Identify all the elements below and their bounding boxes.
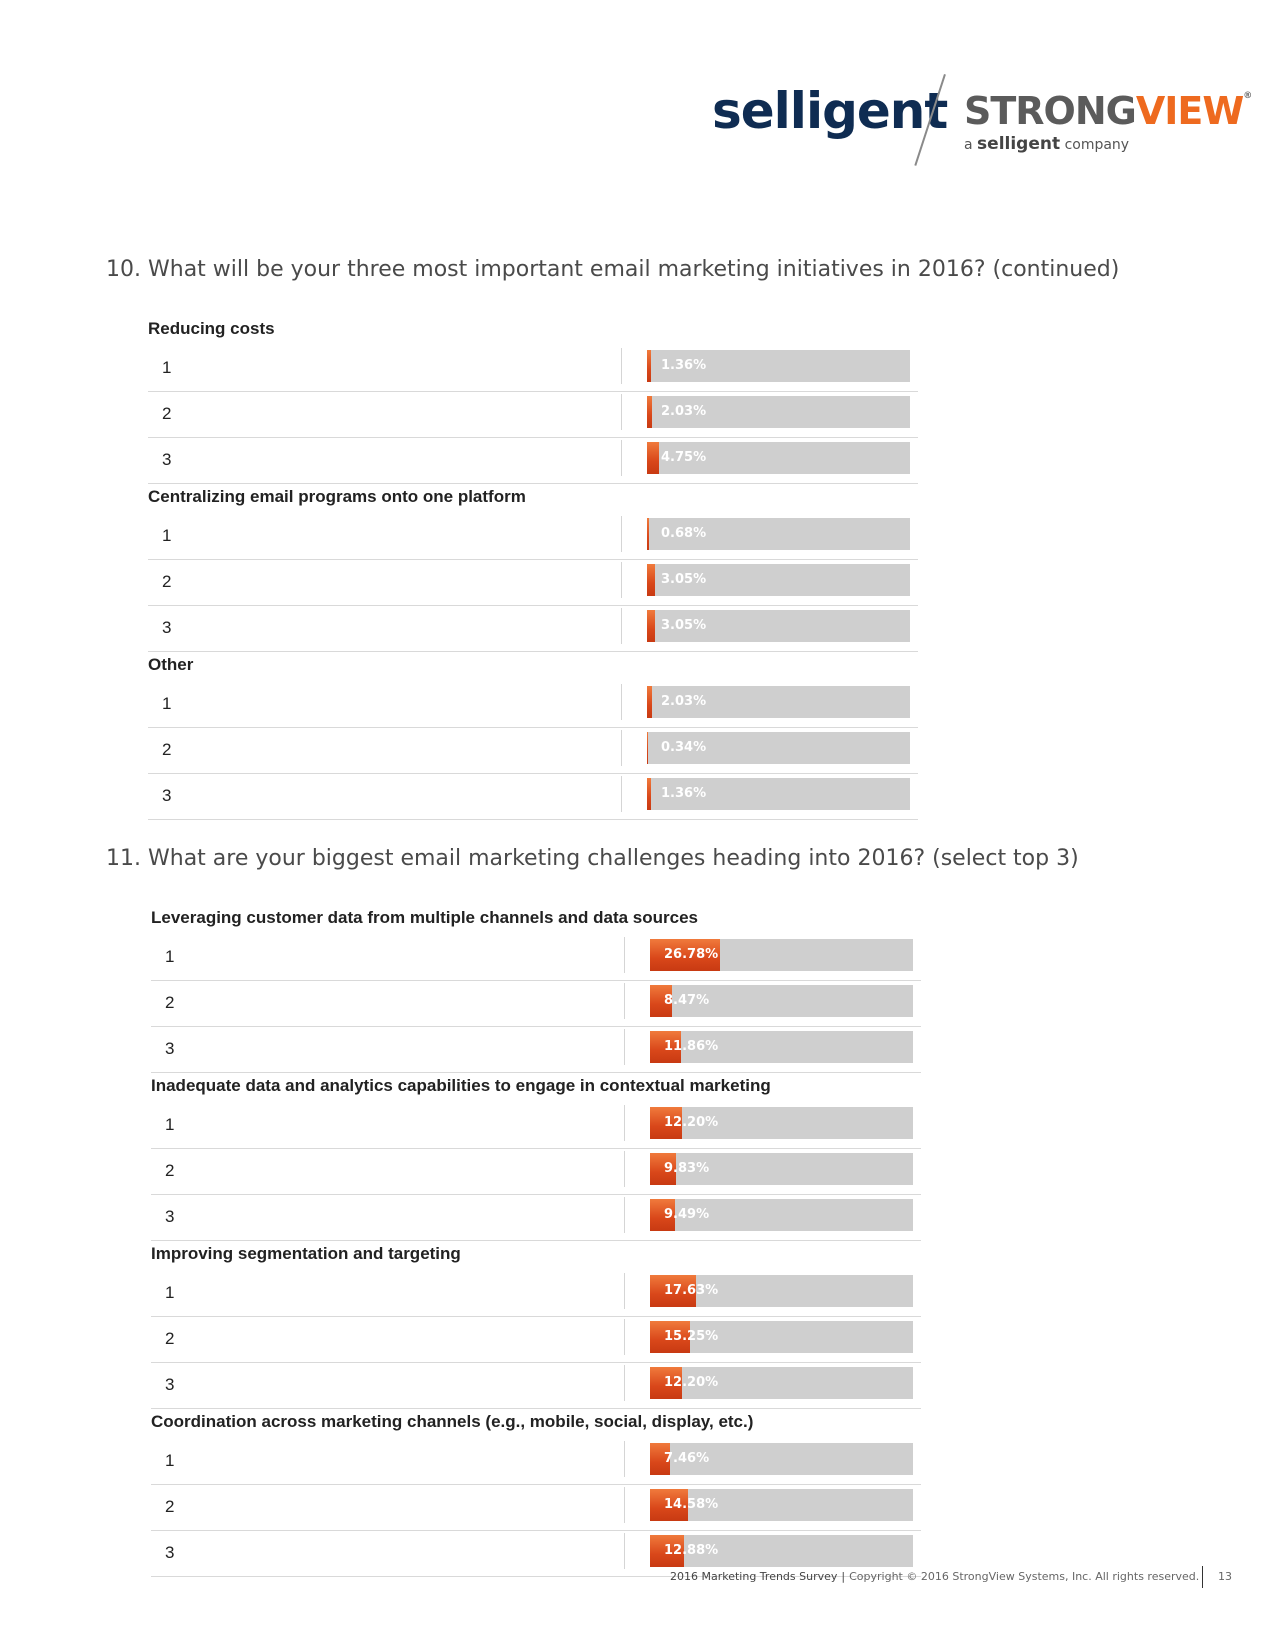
footer-survey-title: 2016 Marketing Trends Survey — [670, 1570, 838, 1583]
column-divider — [621, 684, 622, 720]
question-text: What will be your three most important email marketing initiatives in 2016? (continued) — [148, 257, 1120, 282]
section-reducing-costs — [148, 316, 918, 484]
column-divider — [624, 1197, 625, 1233]
bar-track — [647, 442, 910, 474]
registered-mark: ® — [1243, 91, 1252, 101]
bar-value-label: 8.47% — [664, 993, 710, 1008]
rank-label: 2 — [162, 404, 172, 423]
section-title: Inadequate data and analytics capabilities to engage in contextual marketing — [151, 1076, 771, 1095]
table-row — [151, 1317, 921, 1363]
table-row — [151, 981, 921, 1027]
rank-label: 2 — [165, 1329, 175, 1348]
question-number: 10. — [106, 257, 141, 282]
bar-value-label: 12.20% — [664, 1375, 719, 1390]
table-row — [148, 392, 918, 438]
rank-label: 2 — [165, 1161, 175, 1180]
column-divider — [624, 1319, 625, 1355]
bar-fill — [647, 686, 652, 718]
bar-track — [650, 1489, 913, 1521]
table-row — [151, 1363, 921, 1409]
section-inadequate-data — [151, 1073, 921, 1241]
section-title: Improving segmentation and targeting — [151, 1244, 461, 1263]
bar-track — [650, 1535, 913, 1567]
bar-fill — [647, 396, 652, 428]
table-row — [151, 1195, 921, 1241]
page-number: 13 — [1218, 1570, 1232, 1583]
column-divider — [624, 1487, 625, 1523]
bar-value-label: 9.49% — [664, 1207, 710, 1222]
bar-fill — [647, 610, 655, 642]
column-divider — [621, 776, 622, 812]
bar-value-label: 0.34% — [661, 740, 707, 755]
column-divider — [621, 394, 622, 430]
column-divider — [624, 1273, 625, 1309]
footer-copyright: Copyright © 2016 StrongView Systems, Inc. All rights reserved. — [849, 1570, 1200, 1583]
rank-label: 1 — [162, 526, 172, 545]
bar-value-label: 17.63% — [664, 1283, 719, 1298]
bar-track — [647, 350, 910, 382]
footer-separator: | — [841, 1570, 846, 1583]
bar-track — [647, 778, 910, 810]
bar-value-label: 0.68% — [661, 526, 707, 541]
section-centralizing-email — [148, 484, 918, 652]
table-row — [151, 1439, 921, 1485]
table-row — [151, 1149, 921, 1195]
column-divider — [621, 608, 622, 644]
section-segmentation — [151, 1241, 921, 1409]
section-title: Centralizing email programs onto one platform — [148, 487, 526, 506]
column-divider — [621, 348, 622, 384]
rank-label: 3 — [162, 450, 172, 469]
logo-tagline — [964, 134, 1129, 154]
table-row — [148, 774, 918, 820]
column-divider — [624, 1533, 625, 1569]
column-divider — [624, 1105, 625, 1141]
bar-track — [650, 1443, 913, 1475]
bar-track — [650, 1367, 913, 1399]
table-row — [151, 1271, 921, 1317]
tagline-prefix: a — [964, 137, 973, 153]
bar-fill — [647, 442, 659, 474]
bar-value-label: 15.25% — [664, 1329, 719, 1344]
bar-value-label: 1.36% — [661, 358, 707, 373]
rank-label: 2 — [165, 1497, 175, 1516]
rank-label: 3 — [162, 786, 172, 805]
strongview-logo — [964, 89, 1252, 133]
table-row — [151, 1485, 921, 1531]
tagline-suffix: company — [1064, 137, 1130, 153]
rank-label: 3 — [165, 1207, 175, 1226]
bar-value-label: 7.46% — [664, 1451, 710, 1466]
column-divider — [621, 516, 622, 552]
table-row — [148, 682, 918, 728]
table-row — [151, 935, 921, 981]
rank-label: 1 — [162, 694, 172, 713]
bar-value-label: 1.36% — [661, 786, 707, 801]
bar-fill — [647, 778, 651, 810]
bar-track — [650, 1321, 913, 1353]
column-divider — [624, 983, 625, 1019]
column-divider — [624, 937, 625, 973]
rank-label: 2 — [162, 740, 172, 759]
tagline-brand: selligent — [977, 134, 1061, 154]
section-leveraging-data — [151, 905, 921, 1073]
rank-label: 3 — [165, 1543, 175, 1562]
bar-track — [647, 732, 910, 764]
question-11-title — [106, 846, 1079, 871]
bar-track — [650, 1199, 913, 1231]
rank-label: 1 — [165, 1451, 175, 1470]
column-divider — [621, 440, 622, 476]
bar-value-label: 12.20% — [664, 1115, 719, 1130]
bar-fill — [647, 350, 651, 382]
bar-track — [647, 396, 910, 428]
bar-value-label: 9.83% — [664, 1161, 710, 1176]
footer-divider — [1202, 1566, 1203, 1588]
rank-label: 3 — [162, 618, 172, 637]
bar-value-label: 12.88% — [664, 1543, 719, 1558]
rank-label: 2 — [162, 572, 172, 591]
rank-label: 1 — [165, 947, 175, 966]
bar-value-label: 2.03% — [661, 404, 707, 419]
table-row — [148, 346, 918, 392]
section-title: Other — [148, 655, 194, 674]
bar-fill — [647, 732, 648, 764]
rank-label: 3 — [165, 1375, 175, 1394]
bar-track — [650, 939, 913, 971]
table-row — [148, 514, 918, 560]
bar-value-label: 4.75% — [661, 450, 707, 465]
bar-track — [647, 564, 910, 596]
bar-value-label: 3.05% — [661, 618, 707, 633]
rank-label: 1 — [165, 1283, 175, 1302]
rank-label: 1 — [165, 1115, 175, 1134]
section-title: Reducing costs — [148, 319, 275, 338]
selligent-logo: selligent — [712, 82, 948, 140]
bar-fill — [647, 518, 649, 550]
bar-track — [650, 1153, 913, 1185]
question-text: What are your biggest email marketing challenges heading into 2016? (select top 3) — [148, 846, 1079, 871]
column-divider — [624, 1365, 625, 1401]
section-title: Leveraging customer data from multiple channels and data sources — [151, 908, 698, 927]
column-divider — [624, 1441, 625, 1477]
column-divider — [621, 730, 622, 766]
bar-value-label: 2.03% — [661, 694, 707, 709]
bar-value-label: 14.58% — [664, 1497, 719, 1512]
column-divider — [621, 562, 622, 598]
bar-track — [647, 686, 910, 718]
table-row — [148, 606, 918, 652]
section-other — [148, 652, 918, 820]
footer — [670, 1570, 1199, 1583]
table-row — [151, 1027, 921, 1073]
bar-value-label: 3.05% — [661, 572, 707, 587]
question-10-title — [106, 257, 1119, 282]
bar-value-label: 11.86% — [664, 1039, 719, 1054]
section-title: Coordination across marketing channels (e.g., mobile, social, display, etc.) — [151, 1412, 754, 1431]
rank-label: 3 — [165, 1039, 175, 1058]
bar-value-label: 26.78% — [664, 947, 719, 962]
table-row — [148, 438, 918, 484]
strongview-logo-part1: STRONG — [964, 89, 1136, 133]
bar-track — [650, 1275, 913, 1307]
bar-track — [647, 610, 910, 642]
rank-label: 2 — [165, 993, 175, 1012]
rank-label: 1 — [162, 358, 172, 377]
bar-track — [647, 518, 910, 550]
question-number: 11. — [106, 846, 141, 871]
bar-track — [650, 1107, 913, 1139]
bar-track — [650, 985, 913, 1017]
bar-track — [650, 1031, 913, 1063]
table-row — [148, 728, 918, 774]
section-coordination — [151, 1409, 921, 1577]
table-row — [148, 560, 918, 606]
column-divider — [624, 1029, 625, 1065]
table-row — [151, 1103, 921, 1149]
column-divider — [624, 1151, 625, 1187]
bar-fill — [647, 564, 655, 596]
strongview-logo-part2: VIEW — [1135, 89, 1244, 133]
